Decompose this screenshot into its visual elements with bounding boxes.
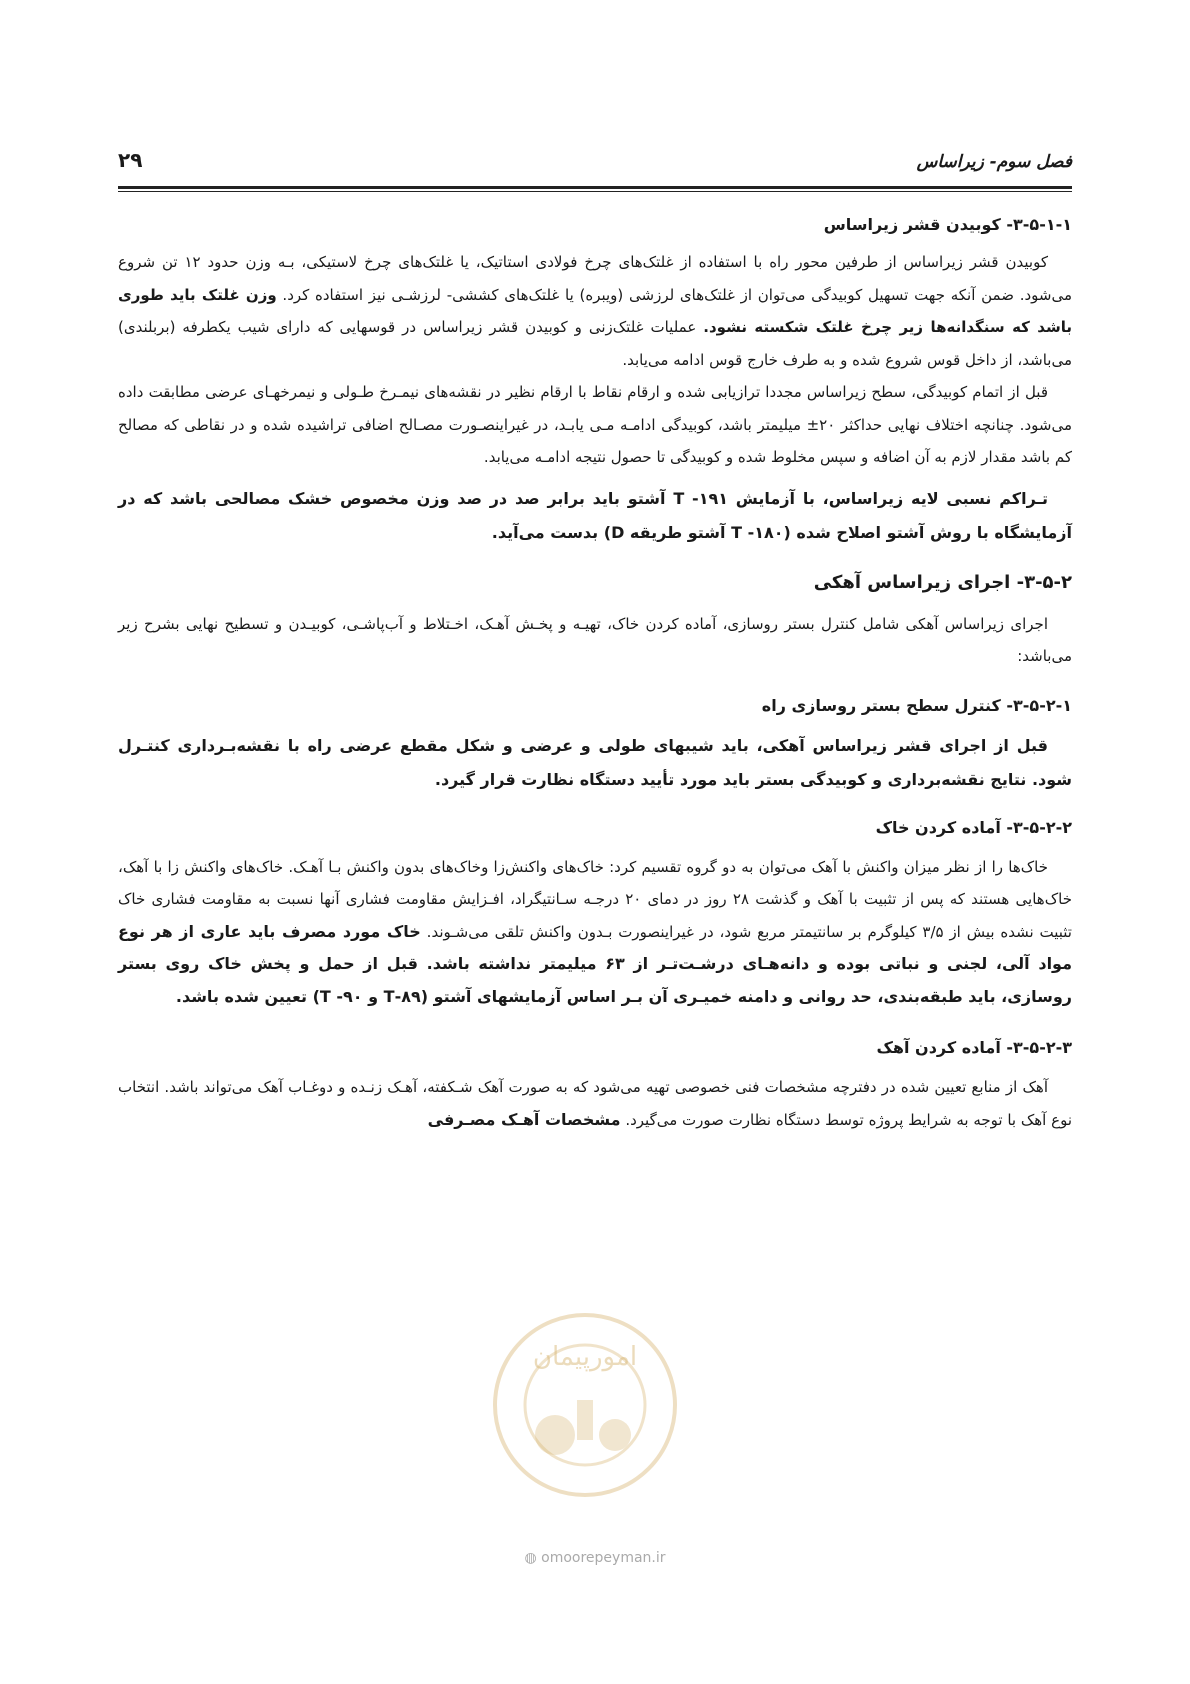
watermark-logo: [485, 1305, 685, 1505]
paragraph: [118, 246, 1072, 376]
paragraph-bold: تـراکم نسبی لایه زیراساس، با آزمایش ۱۹۱- T آشتو باید برابر صد در صد وزن مخصوص خشک مصالحی باشد که در آزمایشگاه با روش آشتو اصلاح شده (۱۸۰- T آشتو طریقه D) بدست می‌آید.: [118, 488, 1072, 542]
header-rule-thin: [118, 191, 1072, 192]
page-number: ۲۹: [118, 148, 143, 172]
globe-icon: ◍: [524, 1550, 537, 1566]
paragraph-bold-text: وزن غلتک باید طوری باشد که سنگدانه‌ها زیر چرخ غلتک شکسته نشود.: [118, 285, 1072, 336]
page-header: [118, 146, 1072, 186]
paragraph-text: آهک از منابع تعیین شده در دفترچه مشخصات فنی خصوصی تهیه می‌شود که به صورت آهک شـکفته، آهـک زنـده و دوغـاب آهک می‌تواند باشد. انتخاب نوع آهک با توجه به شرایط پروژه توسط دستگاه نظارت صورت می‌گیرد.: [118, 1078, 1072, 1129]
paragraph-bold-text: مشخصات آهـک مصـرفی: [427, 1109, 621, 1129]
chapter-title: فصل سوم- زیراساس: [916, 152, 1072, 172]
section-heading-3-5-2: ۳-۵-۲- اجرای زیراساس آهکی: [813, 571, 1072, 593]
paragraph-text: کوبیدن قشر زیراساس از طرفین محور راه با استفاده از غلتک‌های چرخ فولادی استاتیک، یا غلتک‌های چرخ لاستیکی، بـه وزن حدود ۱۲ تن شروع می‌شود. ضمن آنکه جهت تسهیل کوبیدگی می‌توان از غلتک‌های لرزشی (ویبره) یا غلتک‌های کششی- لرزشـی نیز استفاده کرد.: [118, 253, 1073, 304]
paragraph: [118, 851, 1072, 1014]
paragraph: قبل از اتمام کوبیدگی، سطح زیراساس مجددا ترازیابی شده و ارقام نقاط با ارقام نظیر در نقشه‌های نیمـرخ طـولی و نیمرخهـای عرضی مطابقت داده می‌شود. چنانچه اختلاف نهایی حداکثر ۲۰± میلیمتر باشد، کوبیدگی ادامـه مـی یابـد، در غیراینصـورت مصـالح اضافی تراشیده شده و در نقاطی که مصالح کم باشد مقدار لازم به آن اضافه و سپس مخلوط شده و کوبیدگی تا حصول نتیجه ادامـه می‌یابد.: [118, 383, 1072, 466]
section-heading-3-5-2-2: ۳-۵-۲-۲- آماده کردن خاک: [875, 817, 1072, 837]
section-heading-3-5-2-1: ۳-۵-۲-۱- کنترل سطح بستر روسازی راه: [761, 695, 1072, 715]
page-body: [118, 210, 1072, 1136]
section-heading-3-5-1-1: ۳-۵-۱-۱- کوبیدن قشر زیراساس: [823, 215, 1072, 234]
watermark-site-text: omoorepeyman.ir: [541, 1550, 666, 1566]
header-rule: [118, 186, 1072, 189]
watermark-site: [0, 1550, 1190, 1566]
paragraph: [118, 1071, 1072, 1136]
paragraph-text: خاک‌ها را از نظر میزان واکنش با آهک می‌توان به دو گروه تقسیم کرد: خاک‌های واکنش‌زا وخاک‌های بدون واکنش بـا آهـک. خاک‌های واکنش زا با آهک، خاک‌هایی هستند که پس از تثبیت با آهک و گذشت ۲۸ روز در دمای ۲۰ درجـه سـانتیگراد، افـزایش مقاومت فشاری آنها نسبت به مقاومت فشاری خاک تثبیت نشده بیش از ۳/۵ کیلوگرم بر سانتیمتر مربع شود، در غیراینصورت بـدون واکنش تلقی می‌شـوند.: [118, 857, 1072, 941]
paragraph-bold-text: خاک مورد مصرف باید عاری از هر نوع مواد آلی، لجنی و نباتی بوده و دانه‌هـای درشـت‌تـر از ۶۳ میلیمتر نداشته باشد. قبل از حمل و پخش خاک روی بستر روسازی، باید طبقه‌بندی، حد روانی و دامنه خمیـری آن بـر اساس آزمایشهای آشتو (۸۹-T و ۹۰- T) تعیین شده باشد.: [118, 921, 1072, 1006]
paragraph-text: عملیات غلتک‌زنی و کوبیدن قشر زیراساس در قوسهایی که دارای شیب یکطرفه (بربلندی) می‌باشد، از داخل قوس شروع شده و به طرف خارج قوس ادامه می‌یابد.: [118, 318, 1072, 369]
paragraph: اجرای زیراساس آهکی شامل کنترل بستر روسازی، آماده کردن خاک، تهیـه و پخـش آهـک، اخـتلاط و آب‌پاشـی، کوبیـدن و تسطیح نهایی بشرح زیر می‌باشد:: [118, 614, 1072, 665]
watermark-logo-text: امورپیمان: [532, 1342, 638, 1372]
section-heading-3-5-2-3: ۳-۵-۲-۳- آماده کردن آهک: [876, 1038, 1072, 1057]
paragraph-bold: قبل از اجرای قشر زیراساس آهکی، باید شیبهای طولی و عرضی و شکل مقطع عرضی راه با نقشه‌بـرداری کنتـرل شود. نتایج نقشه‌برداری و کوبیدگی بستر باید مورد تأیید دستگاه نظارت قرار گیرد.: [118, 735, 1072, 789]
